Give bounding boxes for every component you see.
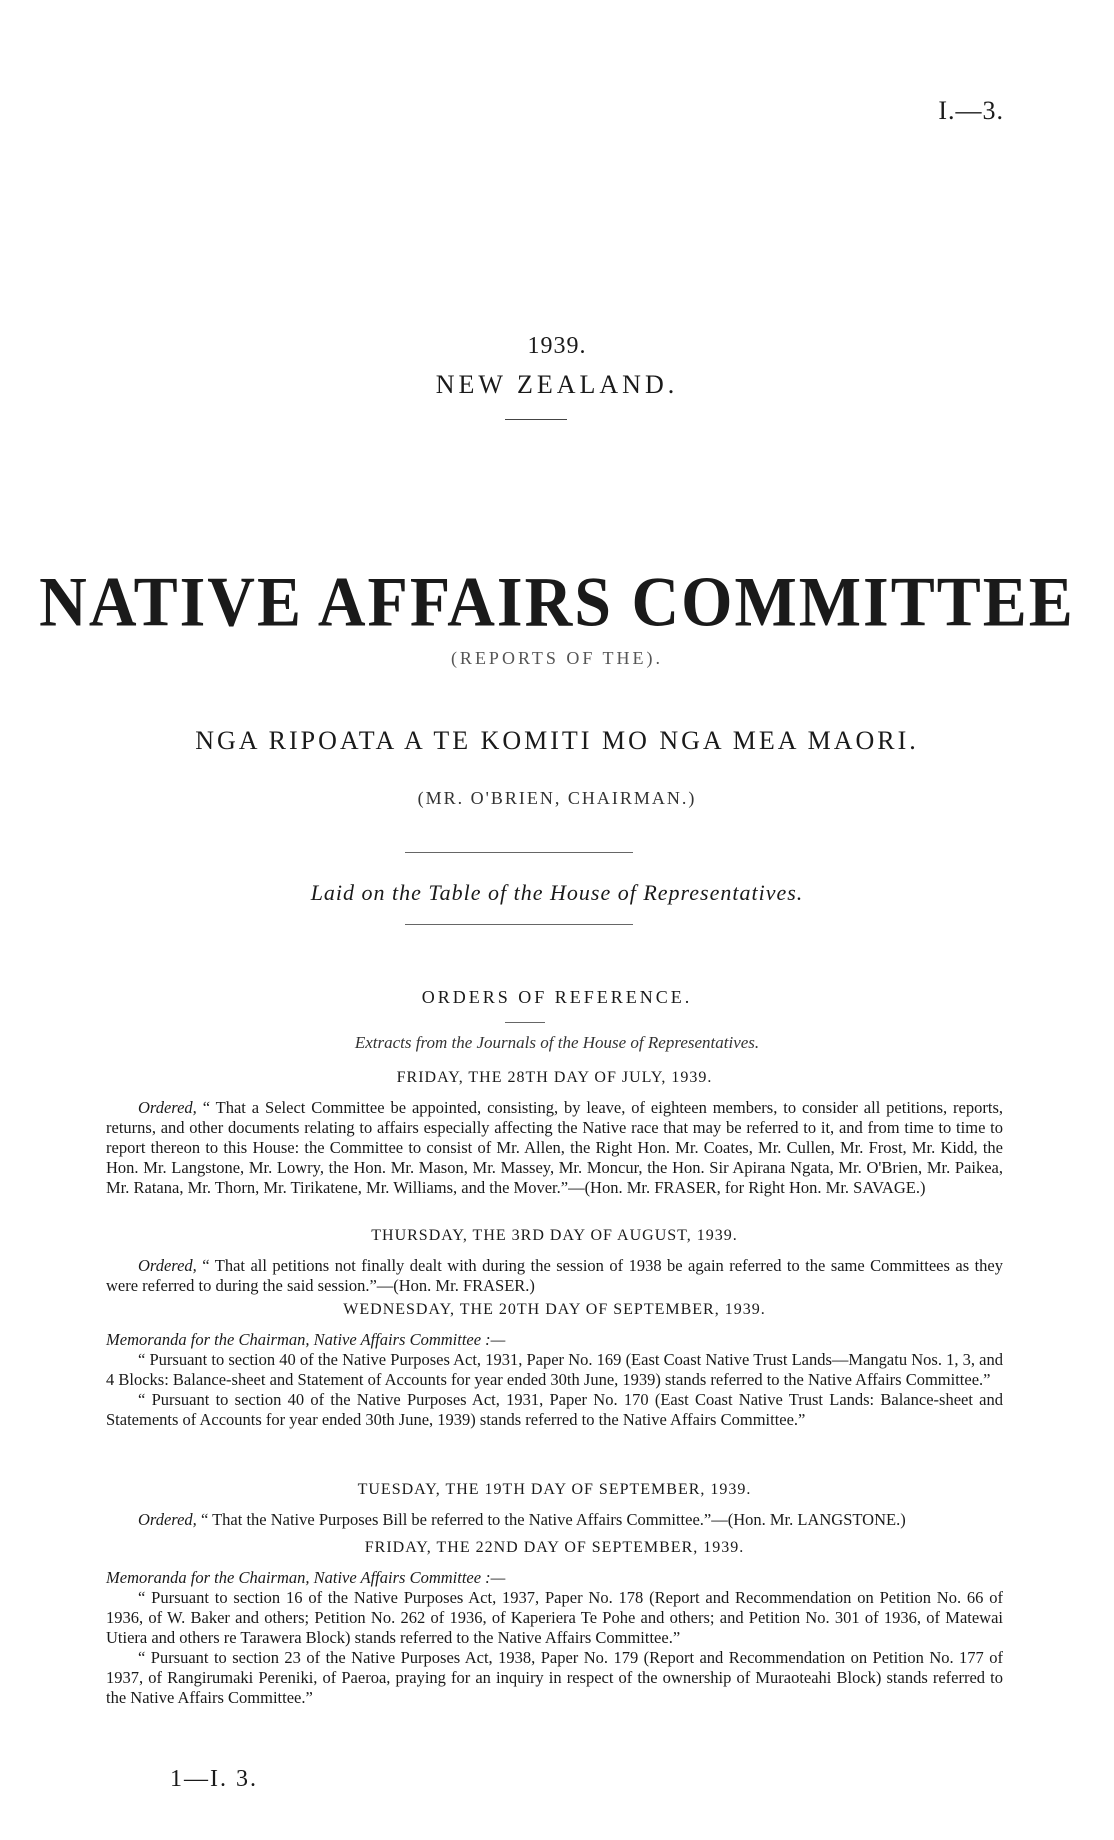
- divider: [505, 1022, 545, 1023]
- divider: [405, 852, 633, 853]
- order-text: “ That a Select Committee be appointed, consisting, by leave, of eighteen members, to consider all petitions, reports, returns, and other documents relating to affairs especially affecting the Native race that may be referred to it, and from time to time to report thereon to this House: the Committee to consist of Mr. Allen, the Right Hon. Mr. Coates, Mr. Cullen, Mr. Frost, Mr. Kidd, the Hon. Mr. Langstone, Mr. Lowry, the Hon. Mr. Mason, Mr. Massey, Mr. Moncur, the Hon. Sir Apirana Ngata, Mr. O'Brien, Mr. Paikea, Mr. Ratana, Mr. Thorn, Mr. Tirikatene, Mr. Williams, and the Mover.”—(Hon. Mr. FRASER, for Right Hon. Mr. SAVAGE.): [106, 1098, 1003, 1197]
- section-date: FRIDAY, THE 22ND DAY OF SEPTEMBER, 1939.: [364, 1539, 745, 1556]
- maori-title: NGA RIPOATA A TE KOMITI MO NGA MEA MAORI.: [195, 726, 919, 755]
- order-section: [106, 1068, 1003, 1198]
- order-section: [106, 1226, 1003, 1296]
- order-paragraph: [106, 1256, 1003, 1296]
- order-section: [106, 1480, 1003, 1530]
- order-text: “ That all petitions not finally dealt with during the session of 1938 be again referred to the same Committees as they were referred to during the said session.”—(Hon. Mr. FRASER.): [106, 1256, 1003, 1295]
- report-year: 1939.: [527, 333, 587, 359]
- ordered-label: Ordered,: [138, 1510, 197, 1529]
- memo-paragraph: “ Pursuant to section 40 of the Native Purposes Act, 1931, Paper No. 169 (East Coast Native Trust Lands—Mangatu Nos. 1, 3, and 4 Blocks: Balance-sheet and Statement of Accounts for year ended 30th June, 1939) stands referred to the Native Affairs Committee.”: [106, 1350, 1003, 1389]
- country-heading: NEW ZEALAND.: [435, 370, 679, 399]
- section-date: TUESDAY, THE 19TH DAY OF SEPTEMBER, 1939.: [357, 1481, 752, 1498]
- page-footer: 1—I. 3.: [170, 1766, 258, 1792]
- section-date: WEDNESDAY, THE 20TH DAY OF SEPTEMBER, 1939.: [343, 1301, 766, 1318]
- memo-heading: Memoranda for the Chairman, Native Affairs Committee :—: [106, 1330, 506, 1349]
- ordered-label: Ordered,: [138, 1098, 197, 1117]
- document-subtitle: (REPORTS OF THE).: [450, 648, 664, 668]
- order-section: [106, 1538, 1003, 1708]
- page-reference: I.—3.: [938, 96, 1004, 125]
- divider: [405, 924, 633, 925]
- divider: [505, 419, 567, 420]
- memo-paragraph: “ Pursuant to section 16 of the Native Purposes Act, 1937, Paper No. 178 (Report and Recommendation on Petition No. 66 of 1936, of W. Baker and others; Petition No. 262 of 1936, of Kaperiera Te Pohe and others; and Petition No. 301 of 1936, of Matewai Utiera and others re Tarawera Block) stands referred to the Native Affairs Committee.”: [106, 1588, 1003, 1647]
- section-date: THURSDAY, THE 3RD DAY OF AUGUST, 1939.: [371, 1227, 738, 1244]
- memo-paragraph: “ Pursuant to section 40 of the Native Purposes Act, 1931, Paper No. 170 (East Coast Native Trust Lands: Balance-sheet and Statements of Accounts for year ended 30th June, 1939) stands referred to the Native Affairs Committee.”: [106, 1390, 1003, 1429]
- order-text: “ That the Native Purposes Bill be referred to the Native Affairs Committee.”—(Hon. Mr. LANGSTONE.): [196, 1510, 906, 1529]
- order-section: [106, 1300, 1003, 1430]
- document-title: NATIVE AFFAIRS COMMITTEE: [39, 563, 1075, 642]
- extracts-line: Extracts from the Journals of the House of Representatives.: [354, 1033, 760, 1052]
- section-date: FRIDAY, THE 28TH DAY OF JULY, 1939.: [396, 1069, 713, 1086]
- chairman-line: (MR. O'BRIEN, CHAIRMAN.): [417, 788, 697, 808]
- ordered-label: Ordered,: [138, 1256, 197, 1275]
- orders-heading: ORDERS OF REFERENCE.: [421, 987, 693, 1007]
- memo-paragraph: “ Pursuant to section 23 of the Native Purposes Act, 1938, Paper No. 179 (Report and Recommendation on Petition No. 177 of 1937, of Rangirumaki Pereniki, of Paeroa, praying for an inquiry in respect of the ownership of Muraoteahi Block) stands referred to the Native Affairs Committee.”: [106, 1648, 1003, 1707]
- laid-on-table: Laid on the Table of the House of Representatives.: [310, 880, 804, 905]
- order-paragraph: [106, 1510, 1003, 1530]
- order-paragraph: [106, 1098, 1003, 1198]
- memo-heading: Memoranda for the Chairman, Native Affairs Committee :—: [106, 1568, 506, 1587]
